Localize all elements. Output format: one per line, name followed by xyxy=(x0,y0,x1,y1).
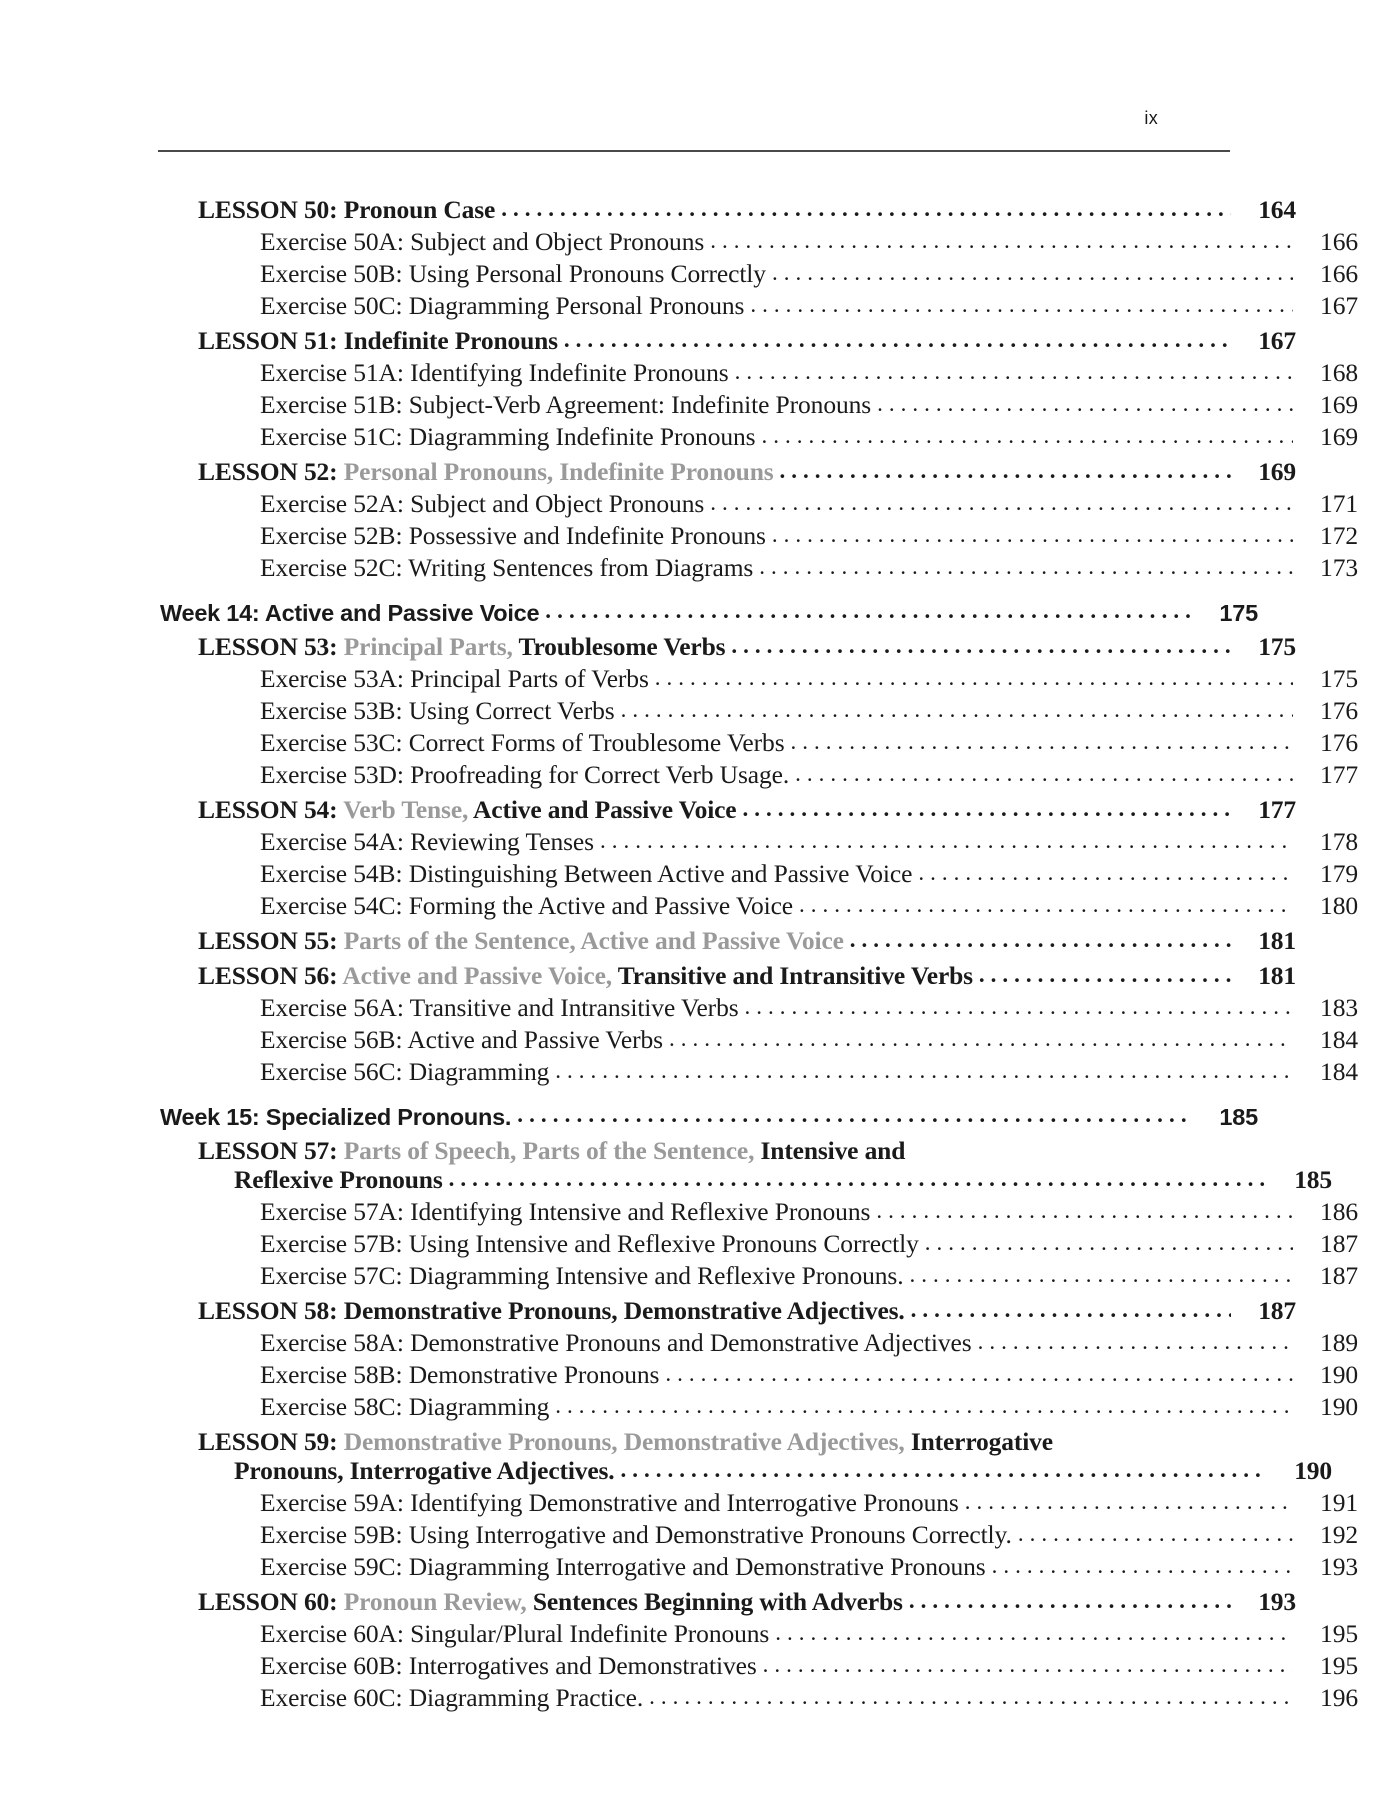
dot-leader xyxy=(918,860,1293,886)
toc-exercise-row[interactable] xyxy=(260,1683,1358,1713)
dot-leader xyxy=(750,292,1293,318)
entry-page-number: 190 xyxy=(1320,1392,1358,1421)
dot-leader xyxy=(772,522,1293,548)
exercise-title: Exercise 50B: Using Personal Pronouns Correctly xyxy=(260,259,766,288)
entry-page-number: 175 xyxy=(1320,664,1358,693)
entry-page-number: 185 xyxy=(1294,1165,1332,1194)
toc-exercise-row[interactable] xyxy=(260,489,1358,519)
lesson-number: LESSON 52: xyxy=(198,457,338,486)
dot-leader xyxy=(911,1297,1231,1323)
dot-leader xyxy=(909,1588,1231,1614)
dot-leader xyxy=(449,1166,1267,1192)
toc-lesson-row-line2[interactable] xyxy=(234,1165,1332,1195)
toc-exercise-row[interactable] xyxy=(260,696,1358,726)
dot-leader xyxy=(877,391,1293,417)
toc-exercise-row[interactable] xyxy=(260,891,1358,921)
exercise-title: Exercise 60B: Interrogatives and Demonstratives xyxy=(260,1651,757,1680)
lesson-review-topics: Demonstrative Pronouns, Demonstrative Adjectives, xyxy=(343,1427,905,1456)
toc-exercise-row[interactable] xyxy=(260,521,1358,551)
dot-leader xyxy=(799,892,1293,918)
entry-page-number: 175 xyxy=(1258,632,1296,661)
toc-lesson-row[interactable] xyxy=(198,961,1296,991)
dot-leader xyxy=(992,1553,1293,1579)
toc-lesson-row[interactable] xyxy=(198,632,1296,662)
entry-page-number: 169 xyxy=(1258,457,1296,486)
exercise-title: Exercise 56C: Diagramming xyxy=(260,1057,550,1086)
entry-page-number: 192 xyxy=(1320,1520,1358,1549)
lesson-number: LESSON 57: xyxy=(198,1136,338,1165)
entry-page-number: 185 xyxy=(1219,1104,1258,1130)
dot-leader xyxy=(501,196,1231,222)
dot-leader xyxy=(555,1393,1293,1419)
exercise-title: Exercise 58A: Demonstrative Pronouns and Demonstrative Adjectives xyxy=(260,1328,972,1357)
dot-leader xyxy=(850,927,1231,953)
entry-page-number: 168 xyxy=(1320,358,1358,387)
toc-lesson-row-line1[interactable] xyxy=(198,1136,1258,1166)
page-header xyxy=(158,108,1230,152)
table-of-contents xyxy=(160,190,1358,1713)
dot-leader xyxy=(780,458,1231,484)
toc-exercise-row[interactable] xyxy=(260,259,1358,289)
entry-page-number: 184 xyxy=(1320,1057,1358,1086)
dot-leader xyxy=(978,1329,1293,1355)
toc-week-row[interactable] xyxy=(160,600,1258,627)
dot-leader xyxy=(731,633,1231,659)
toc-lesson-row[interactable] xyxy=(198,795,1296,825)
toc-lesson-row[interactable] xyxy=(198,457,1296,487)
dot-leader xyxy=(979,962,1231,988)
toc-lesson-row-line2[interactable] xyxy=(234,1456,1332,1486)
dot-leader xyxy=(1018,1521,1293,1547)
dot-leader xyxy=(742,796,1231,822)
dot-leader xyxy=(710,228,1293,254)
entry-page-number: 169 xyxy=(1320,390,1358,419)
toc-exercise-row[interactable] xyxy=(260,422,1358,452)
week-title: Week 14: Active and Passive Voice xyxy=(160,600,540,626)
exercise-title: Exercise 53A: Principal Parts of Verbs xyxy=(260,664,649,693)
dot-leader xyxy=(655,665,1293,691)
exercise-title: Exercise 54C: Forming the Active and Passive Voice xyxy=(260,891,794,920)
lesson-title xyxy=(198,457,780,487)
dot-leader xyxy=(555,1058,1293,1084)
toc-exercise-row[interactable] xyxy=(260,553,1358,583)
exercise-title: Exercise 54A: Reviewing Tenses xyxy=(260,827,594,856)
entry-page-number: 195 xyxy=(1320,1651,1358,1680)
entry-page-number: 190 xyxy=(1294,1456,1332,1485)
exercise-title: Exercise 57C: Diagramming Intensive and Reflexive Pronouns. xyxy=(260,1261,904,1290)
entry-page-number: 171 xyxy=(1320,489,1358,518)
exercise-title: Exercise 60C: Diagramming Practice. xyxy=(260,1683,644,1712)
toc-exercise-row[interactable] xyxy=(260,1488,1358,1518)
entry-page-number: 166 xyxy=(1320,259,1358,288)
toc-exercise-row[interactable] xyxy=(260,1552,1358,1582)
toc-exercise-row[interactable] xyxy=(260,1229,1358,1259)
lesson-title xyxy=(198,795,742,825)
entry-page-number: 178 xyxy=(1320,827,1358,856)
dot-leader xyxy=(545,598,1193,624)
lesson-title xyxy=(198,326,564,356)
toc-exercise-row[interactable] xyxy=(260,1197,1358,1227)
entry-page-number: 167 xyxy=(1258,326,1296,355)
entry-page-number: 187 xyxy=(1320,1261,1358,1290)
entry-page-number: 184 xyxy=(1320,1025,1358,1054)
entry-page-number: 176 xyxy=(1320,696,1358,725)
toc-exercise-row[interactable] xyxy=(260,728,1358,758)
exercise-title: Exercise 50A: Subject and Object Pronouns xyxy=(260,227,705,256)
toc-exercise-row[interactable] xyxy=(260,358,1358,388)
entry-page-number: 189 xyxy=(1320,1328,1358,1357)
entry-page-number: 177 xyxy=(1320,760,1358,789)
toc-exercise-row[interactable] xyxy=(260,1025,1358,1055)
exercise-title: Exercise 58B: Demonstrative Pronouns xyxy=(260,1360,660,1389)
lesson-review-topics: Parts of the Sentence, Active and Passive Voice xyxy=(343,926,844,955)
toc-exercise-row[interactable] xyxy=(260,1057,1358,1087)
entry-page-number: 196 xyxy=(1320,1683,1358,1712)
lesson-new-topic: Transitive and Intransitive Verbs xyxy=(617,961,973,990)
dot-leader xyxy=(710,490,1293,516)
dot-leader xyxy=(665,1361,1293,1387)
page-folio: ix xyxy=(1144,108,1158,128)
entry-page-number: 181 xyxy=(1258,926,1296,955)
exercise-title: Exercise 59A: Identifying Demonstrative and Interrogative Pronouns xyxy=(260,1488,959,1517)
lesson-new-topic: Sentences Beginning with Adverbs xyxy=(532,1587,903,1616)
lesson-title xyxy=(198,195,501,225)
toc-exercise-row[interactable] xyxy=(260,1360,1358,1390)
exercise-title: Exercise 59C: Diagramming Interrogative and Demonstrative Pronouns xyxy=(260,1552,986,1581)
lesson-number: LESSON 60: xyxy=(198,1587,338,1616)
entry-page-number: 169 xyxy=(1320,422,1358,451)
lesson-review-topics: Active and Passive Voice, xyxy=(342,961,612,990)
exercise-title: Exercise 51B: Subject-Verb Agreement: Indefinite Pronouns xyxy=(260,390,872,419)
exercise-title: Exercise 59B: Using Interrogative and Demonstrative Pronouns Correctly. xyxy=(260,1520,1012,1549)
entry-page-number: 167 xyxy=(1320,291,1358,320)
dot-leader xyxy=(600,828,1293,854)
lesson-number: LESSON 55: xyxy=(198,926,338,955)
dot-leader xyxy=(965,1489,1293,1515)
entry-page-number: 176 xyxy=(1320,728,1358,757)
entry-page-number: 172 xyxy=(1320,521,1358,550)
toc-lesson-row-line1[interactable] xyxy=(198,1427,1258,1457)
entry-page-number: 186 xyxy=(1320,1197,1358,1226)
dot-leader xyxy=(876,1198,1293,1224)
dot-leader xyxy=(763,1652,1293,1678)
toc-exercise-row[interactable] xyxy=(260,1619,1358,1649)
lesson-title xyxy=(198,961,979,991)
lesson-title xyxy=(198,1296,911,1326)
entry-page-number: 193 xyxy=(1320,1552,1358,1581)
lesson-number: LESSON 56: xyxy=(198,961,338,990)
lesson-review-topics: Verb Tense, xyxy=(343,795,469,824)
dot-leader xyxy=(910,1262,1294,1288)
dot-leader xyxy=(669,1026,1293,1052)
entry-page-number: 193 xyxy=(1258,1587,1296,1616)
toc-exercise-row[interactable] xyxy=(260,827,1358,857)
dot-leader xyxy=(772,260,1293,286)
exercise-title: Exercise 50C: Diagramming Personal Pronouns xyxy=(260,291,745,320)
dot-leader xyxy=(564,327,1231,353)
lesson-title-continued: Pronouns, Interrogative Adjectives. xyxy=(234,1456,615,1485)
lesson-new-topic: Indefinite Pronouns xyxy=(343,326,558,355)
toc-exercise-row[interactable] xyxy=(260,1651,1358,1681)
dot-leader xyxy=(791,729,1293,755)
lesson-new-topic: Interrogative xyxy=(910,1427,1053,1456)
entry-page-number: 179 xyxy=(1320,859,1358,888)
toc-exercise-row[interactable] xyxy=(260,1328,1358,1358)
lesson-number: LESSON 54: xyxy=(198,795,338,824)
entry-page-number: 183 xyxy=(1320,993,1358,1022)
dot-leader xyxy=(775,1620,1293,1646)
exercise-title: Exercise 51C: Diagramming Indefinite Pronouns xyxy=(260,422,756,451)
lesson-review-topics: Principal Parts, xyxy=(343,632,513,661)
toc-exercise-row[interactable] xyxy=(260,390,1358,420)
entry-page-number: 175 xyxy=(1219,600,1258,626)
entry-page-number: 166 xyxy=(1320,227,1358,256)
entry-page-number: 181 xyxy=(1258,961,1296,990)
entry-page-number: 164 xyxy=(1258,195,1296,224)
lesson-new-topic: Active and Passive Voice xyxy=(473,795,737,824)
entry-page-number: 190 xyxy=(1320,1360,1358,1389)
toc-exercise-row[interactable] xyxy=(260,993,1358,1023)
toc-exercise-row[interactable] xyxy=(260,1392,1358,1422)
lesson-review-topics: Personal Pronouns, Indefinite Pronouns xyxy=(343,457,774,486)
exercise-title: Exercise 56A: Transitive and Intransitive Verbs xyxy=(260,993,739,1022)
lesson-new-topic: Intensive and xyxy=(760,1136,906,1165)
dot-leader xyxy=(795,761,1293,787)
lesson-new-topic: Pronoun Case xyxy=(343,195,496,224)
entry-page-number: 177 xyxy=(1258,795,1296,824)
header-rule xyxy=(158,150,1230,152)
toc-exercise-row[interactable] xyxy=(260,1261,1358,1291)
toc-week-row[interactable] xyxy=(160,1104,1258,1131)
exercise-title: Exercise 52A: Subject and Object Pronouns xyxy=(260,489,705,518)
dot-leader xyxy=(649,1684,1293,1710)
toc-lesson-row[interactable] xyxy=(198,195,1296,225)
exercise-title: Exercise 53D: Proofreading for Correct Verb Usage. xyxy=(260,760,790,789)
toc-exercise-row[interactable] xyxy=(260,859,1358,889)
lesson-review-topics: Pronoun Review, xyxy=(343,1587,527,1616)
lesson-number: LESSON 53: xyxy=(198,632,338,661)
entry-page-number: 173 xyxy=(1320,553,1358,582)
lesson-review-topics: Parts of Speech, Parts of the Sentence, xyxy=(343,1136,755,1165)
exercise-title: Exercise 52B: Possessive and Indefinite Pronouns xyxy=(260,521,766,550)
exercise-title: Exercise 57B: Using Intensive and Reflexive Pronouns Correctly xyxy=(260,1229,919,1258)
toc-lesson-row[interactable] xyxy=(198,1296,1296,1326)
exercise-title: Exercise 58C: Diagramming xyxy=(260,1392,550,1421)
dot-leader xyxy=(925,1230,1293,1256)
exercise-title: Exercise 52C: Writing Sentences from Diagrams xyxy=(260,553,754,582)
lesson-number: LESSON 58: xyxy=(198,1296,338,1325)
dot-leader xyxy=(745,994,1293,1020)
exercise-title: Exercise 60A: Singular/Plural Indefinite Pronouns xyxy=(260,1619,770,1648)
week-title: Week 15: Specialized Pronouns. xyxy=(160,1104,512,1130)
toc-exercise-row[interactable] xyxy=(260,760,1358,790)
exercise-title: Exercise 54B: Distinguishing Between Active and Passive Voice xyxy=(260,859,913,888)
entry-page-number: 187 xyxy=(1320,1229,1358,1258)
exercise-title: Exercise 51A: Identifying Indefinite Pronouns xyxy=(260,358,729,387)
lesson-new-topic: Demonstrative Pronouns, Demonstrative Adjectives. xyxy=(343,1296,905,1325)
entry-page-number: 180 xyxy=(1320,891,1358,920)
lesson-title-continued: Reflexive Pronouns xyxy=(234,1165,443,1194)
dot-leader xyxy=(517,1102,1193,1128)
dot-leader xyxy=(759,554,1293,580)
entry-page-number: 195 xyxy=(1320,1619,1358,1648)
toc-exercise-row[interactable] xyxy=(260,291,1358,321)
toc-lesson-row[interactable] xyxy=(198,926,1296,956)
exercise-title: Exercise 56B: Active and Passive Verbs xyxy=(260,1025,663,1054)
dot-leader xyxy=(735,359,1293,385)
exercise-title: Exercise 53B: Using Correct Verbs xyxy=(260,696,615,725)
toc-lesson-row[interactable] xyxy=(198,1587,1296,1617)
lesson-title xyxy=(198,926,850,956)
dot-leader xyxy=(621,1457,1267,1483)
lesson-title xyxy=(198,632,731,662)
entry-page-number: 187 xyxy=(1258,1296,1296,1325)
dot-leader xyxy=(761,423,1293,449)
toc-exercise-row[interactable] xyxy=(260,1520,1358,1550)
entry-page-number: 191 xyxy=(1320,1488,1358,1517)
toc-lesson-row[interactable] xyxy=(198,326,1296,356)
exercise-title: Exercise 53C: Correct Forms of Troublesome Verbs xyxy=(260,728,785,757)
lesson-new-topic: Troublesome Verbs xyxy=(518,632,726,661)
toc-exercise-row[interactable] xyxy=(260,227,1358,257)
dot-leader xyxy=(621,697,1293,723)
lesson-number: LESSON 59: xyxy=(198,1427,338,1456)
lesson-number: LESSON 51: xyxy=(198,326,338,355)
exercise-title: Exercise 57A: Identifying Intensive and Reflexive Pronouns xyxy=(260,1197,871,1226)
lesson-number: LESSON 50: xyxy=(198,195,338,224)
toc-exercise-row[interactable] xyxy=(260,664,1358,694)
lesson-title xyxy=(198,1587,909,1617)
